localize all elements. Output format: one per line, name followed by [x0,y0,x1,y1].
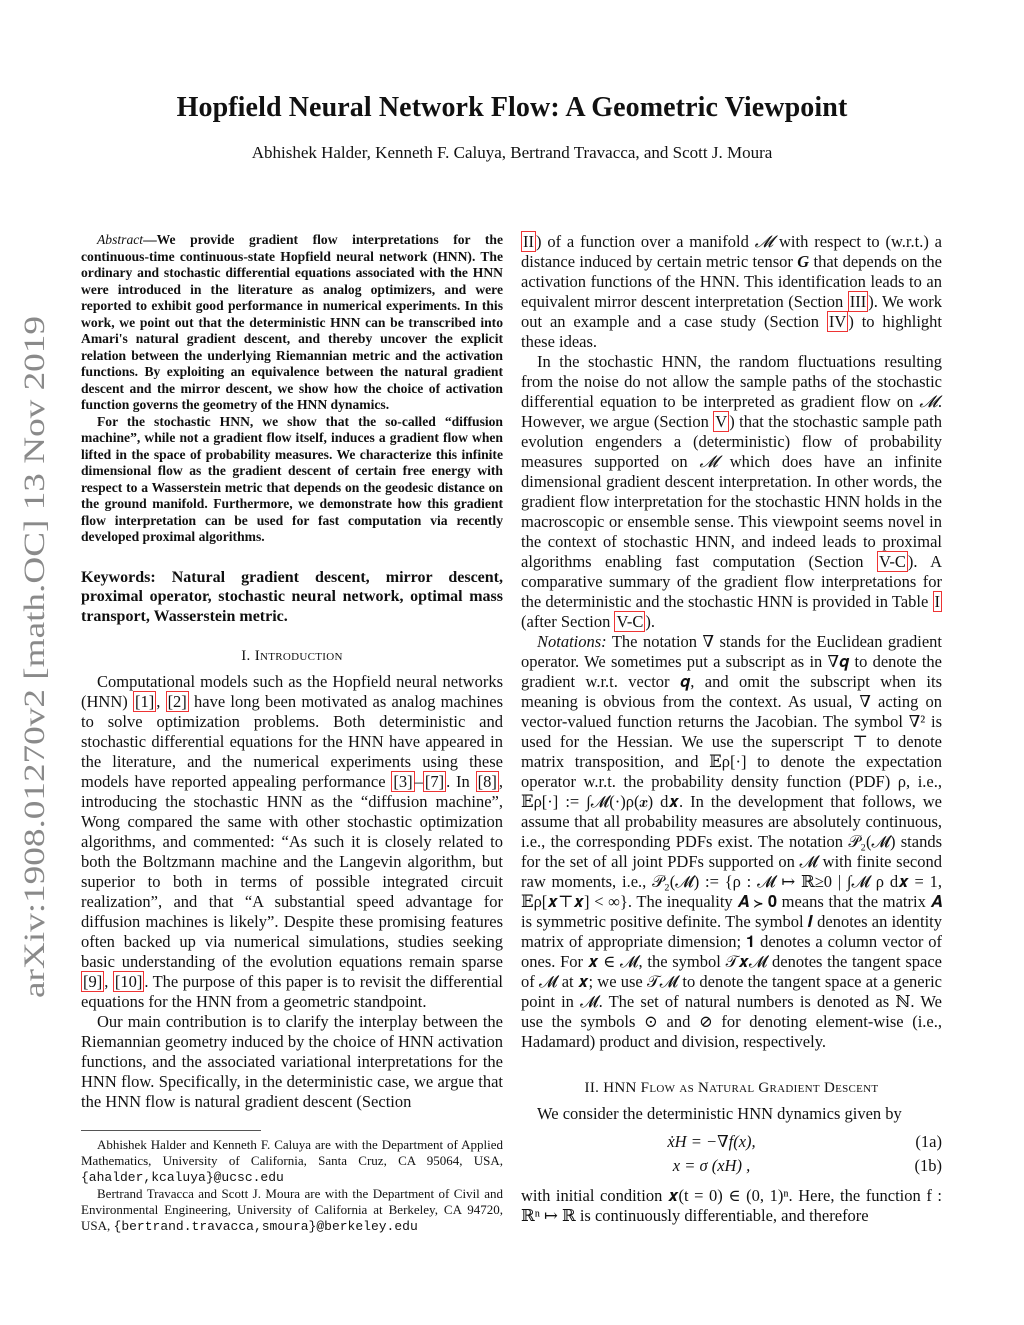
right-column [521,232,942,1226]
arxiv-id-text: arXiv:1908.01270v2 [math.OC] 13 Nov 2019 [18,448,51,998]
citation-link[interactable]: [2] [167,692,187,711]
footnote-2: Bertrand Travacca and Scott J. Moura are with the Department of Civil and Environmental Engineering, University of California at Berkeley, CA 94720, USA, {bertrand.travacca,smoura}@berkeley.edu [81,1186,503,1234]
citation-link[interactable]: [1] [134,692,155,711]
email-link[interactable]: {ahalder,kcaluya}@ucsc.edu [81,1170,284,1185]
section-2-number: II. [584,1080,600,1096]
section-1-title: Introduction [254,648,343,664]
section-2-title: HNN Flow as Natural Gradient Descent [603,1080,879,1096]
equation-1a-body: ẋH = −∇f(x), [667,1132,756,1151]
equation-1b-number: (1b) [914,1156,942,1175]
section-2-after-equations: with initial condition 𝒙(t = 0) ∈ (0, 1)ⁿ. Here, the function f : ℝⁿ ↦ ℝ is continuously differentiable, and therefore [521,1186,942,1225]
abstract-paragraph-2: For the stochastic HNN, we show that the so-called “diffusion machine”, while not a gradient flow itself, induces a gradient flow when lifted in the space of probability measures. We characterize this infinite dimensional flow as the gradient descent of certain free energy with respect to a Wasserstein metric that depends on the geodesic distance on the ground manifold. Furthermore, we demonstrate how this gradient flow interpretation can be used for fast computation via recently developed proximal algorithms. [81,413,503,544]
footnote-1: Abhishek Halder and Kenneth F. Caluya are with the Department of Applied Mathematics, University of California, Santa Cruz, CA 95064, USA, {ahalder,kcaluya}@ucsc.edu [81,1137,503,1185]
citation-link[interactable]: [10] [114,972,143,991]
table-link[interactable]: I [934,592,940,611]
equation-1a-number: (1a) [915,1132,942,1151]
paper-title: Hopfield Neural Network Flow: A Geometric Viewpoint [176,92,848,123]
citation-link[interactable]: [8] [477,772,497,791]
abstract-paragraph-1: —We provide gradient flow interpretations for the continuous-time continuous-state Hopfield neural network (HNN). The ordinary and stochastic differential equations associated with the HNN were introduced in the literature as analog optimizers, and were reported to exhibit good performance in numerical experiments. In this work, we point out that the deterministic HNN can be transcribed into Amari's natural gradient descent, and thereby uncover the explicit relation between the underlying Riemannian metric and the activation functions. By exploiting an equivalence between the natural gradient descent and the mirror descent, we show how the choice of activation function governs the geometry of the HNN dynamics. [81,232,503,412]
email-link[interactable]: {bertrand.travacca,smoura}@berkeley.edu [113,1219,418,1234]
section-1-heading [81,646,503,666]
arxiv-identifier [10,316,56,998]
equation-1a [521,1130,942,1154]
citation-link[interactable]: [9] [83,972,103,991]
right-paragraph-2: In the stochastic HNN, the random fluctuations resulting from the noise do not allow the sample paths of the stochastic differential equation to be interpreted as gradient flow on 𝓜. However, we argue (Section V ) that the stochastic sample path evolution engenders a (deterministic) flow of probability measures supported on 𝓜 which does have an infinite dimensional gradient descent interpretation. In other words, the gradient flow interpretation for the stochastic HNN holds in the macroscopic or ensemble sense. This viewpoint seems novel in the context of stochastic HNN, and indeed leads to proximal algorithms enabling fast computation (Section V-C ). A comparative summary of the gradient flow interpretations for the deterministic and the stochastic HNN is provided in Table I (after Section V-C ). [521,352,943,631]
section-1-number: I. [241,648,251,664]
section-link[interactable]: II [523,232,534,251]
section-link[interactable]: IV [828,312,847,331]
author-list: Abhishek Halder, Kenneth F. Caluya, Bertrand Travacca, and Scott J. Moura [251,143,773,162]
footnote-rule [81,1130,261,1131]
intro-paragraph-1: Computational models such as the Hopfield neural networks (HNN) [1] , [2] have long been motivated as analog machines to solve optimization problems. Both deterministic and stochastic differential equations for the HNN have appeared in the literature, and the numerical experiments using these models have reported appealing performance [3] – [7] . In [8] , introducing the stochastic HNN as the “diffusion machine”, Wong compared the same with other stochastic optimization algorithms, and commented: “As such it is closely related to both the Boltzmann machine and the Langevin algorithm, but superior to both in terms of possible integrated circuit realization”, and that “A substantial speed advantage for diffusion machines is likely”. Despite these promising features often backed up via numerical simulations, studies seeking basic understanding of the evolution equations remain sparse [9] , [10] . The purpose of this paper is to revisit the differential equations for the HNN from a geometric standpoint. [81,672,503,1011]
equation-1b-body: x = σ (xH) , [672,1156,751,1175]
notations-paragraph: Notations: The notation ∇ stands for the Euclidean gradient operator. We sometimes put a subscript as in ∇𝒒 to denote the gradient w.r.t. vector 𝒒, and omit the subscript when its meaning is obvious from the context. As usual, ∇ acting on vector-valued function returns the Jacobian. The symbol ∇² is used for the Hessian. We use the superscript ⊤ to denote matrix transposition, and 𝔼ρ[·] to denote the expectation operator w.r.t. the probability density function (PDF) ρ, i.e., 𝔼ρ[·] := ∫𝓜(·)ρ(𝒙) d𝒙. In the development that follows, we assume that all probability measures are absolutely continuous, i.e., the corresponding PDFs exist. The notation 𝒫₂(𝓜) stands for the set of all joint PDFs supported on 𝓜 with finite second raw moments, i.e., 𝒫₂(𝓜) := {ρ : 𝓜 ↦ ℝ≥0 | ∫𝓜 ρ d𝒙 = 1, 𝔼ρ[𝒙⊤𝒙] < ∞}. The inequality 𝑨 ≻ 𝟎 means that the matrix 𝑨 is symmetric positive definite. The symbol 𝑰 denotes an identity matrix of appropriate dimension; 𝟏 denotes a column vector of ones. For 𝒙 ∈ 𝓜, the symbol 𝒯𝒙𝓜 denotes the tangent space of 𝓜 at 𝒙; we use 𝒯𝓜 to denote the tangent space at a generic point in 𝓜. The set of natural numbers is denoted as ℕ. We use the symbols ⊙ and ⊘ for denoting element-wise (i.e., Hadamard) product and division, respectively. [521,632,942,1051]
notations-label: Notations: [537,632,607,651]
left-column [81,232,503,1235]
section-link[interactable]: V-C [879,552,906,571]
right-paragraph-1: II ) of a function over a manifold 𝓜 with respect to (w.r.t.) a distance induced by certain metric tensor G that depends on the activation functions of the HNN. This identification leads to an equivalent mirror descent interpretation (Section III ). We work out an example and a case study (Section IV ) to highlight these ideas. [521,232,943,351]
section-2-heading [521,1078,942,1098]
section-link[interactable]: V [715,412,728,431]
section-link[interactable]: III [849,292,867,311]
citation-link[interactable]: [3] [393,772,413,791]
abstract [81,232,503,546]
abstract-label: Abstract [97,232,144,247]
equation-1b [521,1154,942,1178]
footnotes [81,1137,503,1235]
section-2-intro: We consider the deterministic HNN dynamics given by [537,1104,902,1123]
keywords: Keywords: Natural gradient descent, mirror descent, proximal operator, stochastic neural network, optimal mass transport, Wasserstein metric. [81,568,503,625]
section-link[interactable]: V-C [616,612,644,631]
intro-paragraph-2: Our main contribution is to clarify the interplay between the Riemannian geometry induced by the choice of HNN activation functions, and the associated variational interpretations for the HNN flow. Specifically, in the deterministic case, we argue that the HNN flow is natural gradient descent (Section [81,1012,503,1111]
citation-link[interactable]: [7] [424,772,445,791]
